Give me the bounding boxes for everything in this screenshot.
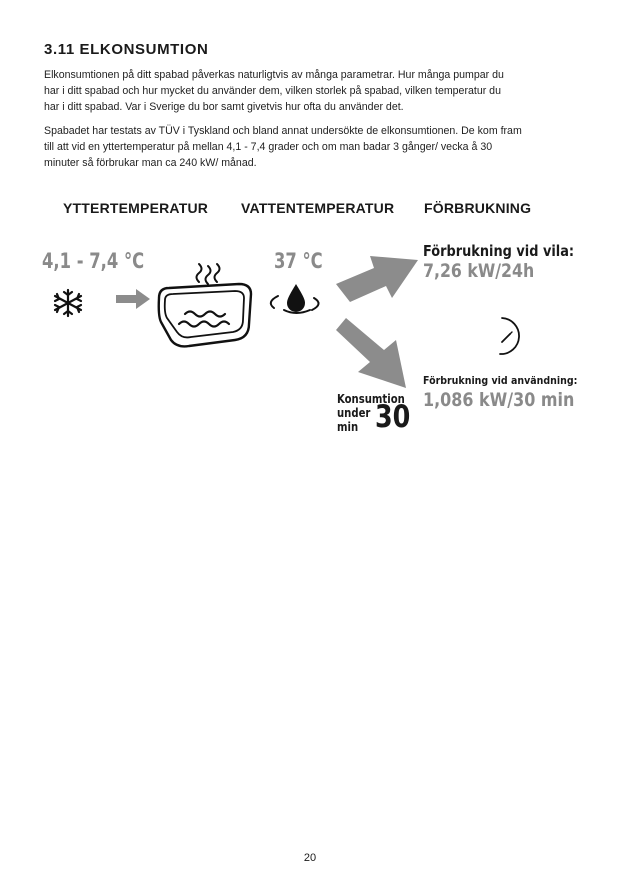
arrow-right-icon [116, 289, 150, 309]
arrow-down-right-icon [334, 316, 410, 392]
minutes-caption-line: Konsumtion [337, 392, 405, 406]
paragraph-line: Spabadet har testats av TÜV i Tyskland och bland annat undersökte de elkonsumtionen. De kom fram [44, 125, 522, 137]
minutes-caption-line: under [337, 406, 371, 420]
test-paragraph [44, 124, 584, 171]
water-temp-value: 37 °C [274, 249, 323, 273]
rest-consumption-value: 7,26 kW/24h [423, 260, 535, 282]
paragraph-line: till att vid en yttertemperatur på mellan 4,1 - 7,4 grader och om man badar 3 gånger/ vecka å 30 [44, 140, 493, 153]
arrow-up-right-icon [334, 246, 420, 302]
column-heading-consumption: FÖRBRUKNING [424, 200, 532, 216]
paragraph-line: har i ditt spabad. Var i Sverige du bor samt givetvis hur ofta du använder det. [44, 100, 404, 113]
rest-consumption-label: Förbrukning vid vila: [423, 242, 575, 260]
intro-paragraph [44, 68, 584, 115]
water-drop-icon [262, 282, 330, 316]
outside-temp-value: 4,1 - 7,4 °C [42, 249, 145, 273]
usage-consumption-label: Förbrukning vid användning: [423, 374, 578, 387]
minutes-caption-line: min [337, 420, 359, 434]
column-heading-outside-temp: YTTERTEMPERATUR [63, 200, 209, 216]
hot-tub-icon [155, 264, 255, 350]
snowflake-icon [52, 288, 84, 318]
page-number: 20 [303, 852, 317, 864]
paragraph-line: Elkonsumtionen på ditt spabad påverkas naturligtvis av många parametrar. Hur många pumpar du [44, 69, 504, 81]
usage-consumption-value: 1,086 kW/30 min [423, 389, 575, 411]
column-heading-water-temp: VATTENTEMPERATUR [241, 200, 395, 216]
minutes-value: 30 [375, 399, 411, 435]
paragraph-line: minuter så förbrukar man ca 240 kW/ månad. [44, 156, 257, 169]
clock-icon [488, 314, 526, 358]
consumption-minutes-block [337, 392, 413, 438]
paragraph-line: har i ditt spabad och hur mycket du använder dem, vilken storlek på spabad, vilken temperatur du [44, 84, 501, 97]
section-title: 3.11 ELKONSUMTION [44, 41, 209, 58]
